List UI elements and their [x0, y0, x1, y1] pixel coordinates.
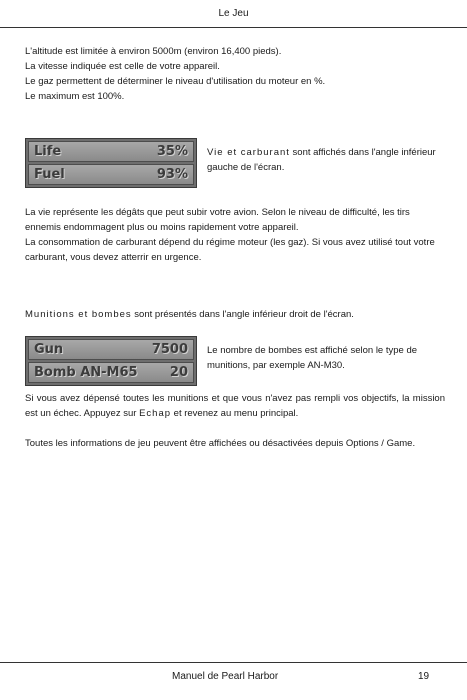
footer-rule: [0, 662, 467, 663]
hud-gun-row: [28, 339, 194, 360]
line-throttle: Le gaz permettent de déterminer le niveau d'utilisation du moteur en %.: [25, 76, 326, 87]
hud-ammo-image: [25, 336, 197, 386]
caption-life-fuel-text: sont affichés dans l'angle inférieur gauche de l'écran.: [207, 147, 436, 173]
hud-fuel-row: [28, 164, 194, 185]
caption-life-fuel: [207, 145, 445, 175]
hud-life-fuel-image: [25, 138, 197, 188]
line-fuel: La consommation de carburant dépend du régime moteur (les gaz). Si vous avez utilisé tout votre carburant, vous devez atterrir en urgence.: [25, 237, 435, 263]
ammo-intro-text: sont présentés dans l'angle inférieur droit de l'écran.: [131, 309, 354, 320]
line-maximum: Le maximum est 100%.: [25, 91, 125, 102]
caption-bombs: Le nombre de bombes est affiché selon le type de munitions, par exemple AN-M30.: [207, 345, 418, 371]
escape-key: Echap: [139, 408, 172, 419]
hud-fuel-label: Fuel: [34, 167, 65, 182]
hud-bomb-label: Bomb AN-M65: [34, 365, 138, 380]
hud-gun-label: Gun: [34, 342, 64, 357]
mission-fail-tail: et revenez au menu principal.: [171, 408, 299, 419]
page-header: Le Jeu: [218, 8, 249, 19]
caption-life-fuel-emph: Vie et carburant: [207, 147, 290, 158]
paragraph-options: Toutes les informations de jeu peuvent être affichées ou désactivées depuis Options / Game.: [25, 438, 416, 449]
paragraph-ammo-intro: [25, 307, 445, 322]
hud-life-label: Life: [34, 144, 62, 159]
paragraph-life-fuel: [25, 205, 445, 265]
header-rule: [0, 27, 467, 28]
page-number: 19: [418, 671, 430, 682]
line-speed: La vitesse indiquée est celle de votre appareil.: [25, 61, 220, 72]
hud-bomb-row: [28, 362, 194, 383]
line-altitude: L'altitude est limitée à environ 5000m (environ 16,400 pieds).: [25, 46, 282, 57]
paragraph-altitude: [25, 44, 445, 104]
line-life: La vie représente les dégâts que peut subir votre avion. Selon le niveau de difficulté, les tirs ennemis endommagent plus ou moins rapidement votre appareil.: [25, 207, 410, 233]
mission-fail-text: Si vous avez dépensé toutes les munitions et que vous n'avez pas rempli vos objectifs, la mission est un échec. Appuyez sur: [25, 393, 445, 419]
paragraph-mission-fail: [25, 391, 445, 421]
footer-title: Manuel de Pearl Harbor: [172, 671, 279, 682]
hud-bomb-value: 20: [169, 365, 188, 380]
ammo-intro-emph: Munitions et bombes: [25, 309, 132, 320]
hud-life-value: 35%: [156, 144, 188, 159]
hud-gun-value: 7500: [151, 342, 188, 357]
hud-fuel-value: 93%: [156, 167, 188, 182]
hud-life-row: [28, 141, 194, 162]
